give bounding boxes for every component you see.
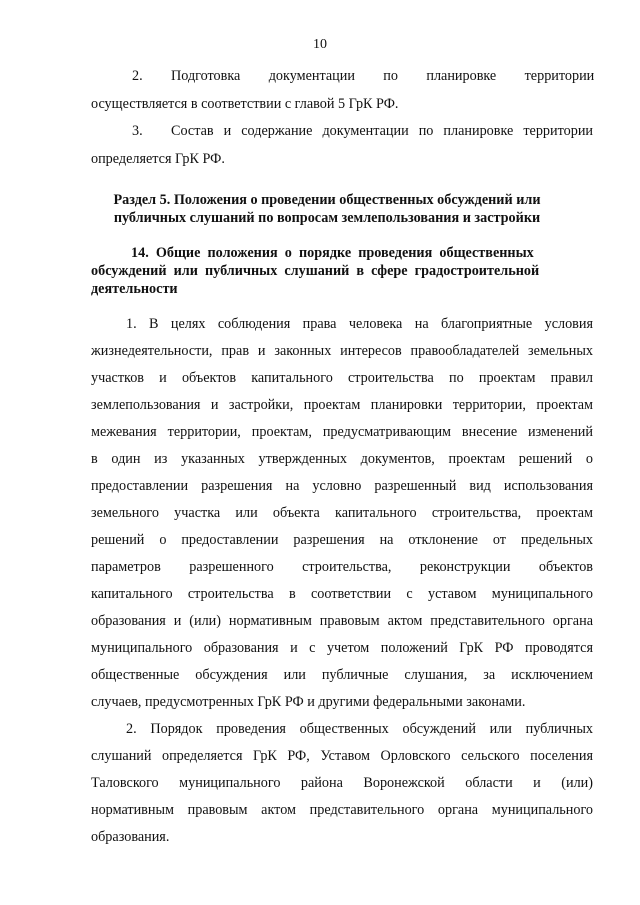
clause-2-line-2: осуществляется в соответствии с главой 5 ГрК РФ. [91, 96, 399, 112]
paragraph-1-line-5: межевания территории, проектам, предусматривающим внесение изменений [91, 424, 593, 440]
paragraph-1-line-3: участков и объектов капитального строительства по проектам правил [91, 370, 593, 386]
paragraph-1-line-2: жизнедеятельности, прав и законных интересов правообладателей земельных [91, 343, 593, 359]
paragraph-1-line-8: земельного участка или объекта капитального строительства, проектам [91, 505, 593, 521]
paragraph-1-line-12: образования и (или) нормативным правовым актом представительного органа [91, 613, 593, 629]
clause-2-line-1: 2. Подготовка документации по планировке территории [132, 68, 595, 84]
paragraph-1-line-14: общественные обсуждения или публичные слушания, за исключением [91, 667, 593, 683]
clause-3-line-1: 3. Состав и содержание документации по планировке территории [132, 123, 593, 139]
paragraph-1-line-1: 1. В целях соблюдения права человека на благоприятные условия [126, 316, 593, 332]
paragraph-1-line-10: параметров разрешенного строительства, реконструкции объектов [91, 559, 593, 575]
paragraph-1-line-7: предоставлении разрешения на условно разрешенный вид использования [91, 478, 593, 494]
article-heading-line-2: обсуждений или публичных слушаний в сфере градостроительной [91, 263, 540, 279]
article-heading-line-1: 14. Общие положения о порядке проведения общественных [131, 245, 534, 261]
paragraph-2-line-1: 2. Порядок проведения общественных обсуждений или публичных [126, 721, 593, 737]
paragraph-2-line-2: слушаний определяется ГрК РФ, Уставом Орловского сельского поселения [91, 748, 593, 764]
paragraph-2-line-3: Таловского муниципального района Воронежской области и (или) [91, 775, 593, 791]
paragraph-1-line-6: в один из указанных утвержденных документов, проектам решений о [91, 451, 593, 467]
paragraph-1-line-4: землепользования и застройки, проектам планировки территории, проектам [91, 397, 593, 413]
page-number: 10 [313, 37, 327, 52]
article-heading-line-3: деятельности [91, 281, 178, 297]
clause-3-line-2: определяется ГрК РФ. [91, 151, 225, 167]
paragraph-1-line-9: решений о предоставлении разрешения на отклонение от предельных [91, 532, 593, 548]
paragraph-1-line-13: муниципального образования и с учетом положений ГрК РФ проводятся [91, 640, 593, 656]
paragraph-1-line-11: капитального строительства в соответствии с уставом муниципального [91, 586, 593, 602]
section-heading-line-2: публичных слушаний по вопросам землепользования и застройки [113, 210, 541, 226]
paragraph-2-line-4: нормативным правовым актом представительного органа муниципального [91, 802, 593, 818]
section-heading-line-1: Раздел 5. Положения о проведении общественных обсуждений или [113, 192, 541, 208]
paragraph-1-line-15: случаев, предусмотренных ГрК РФ и другими федеральными законами. [91, 694, 526, 710]
paragraph-2-line-5: образования. [91, 829, 170, 845]
